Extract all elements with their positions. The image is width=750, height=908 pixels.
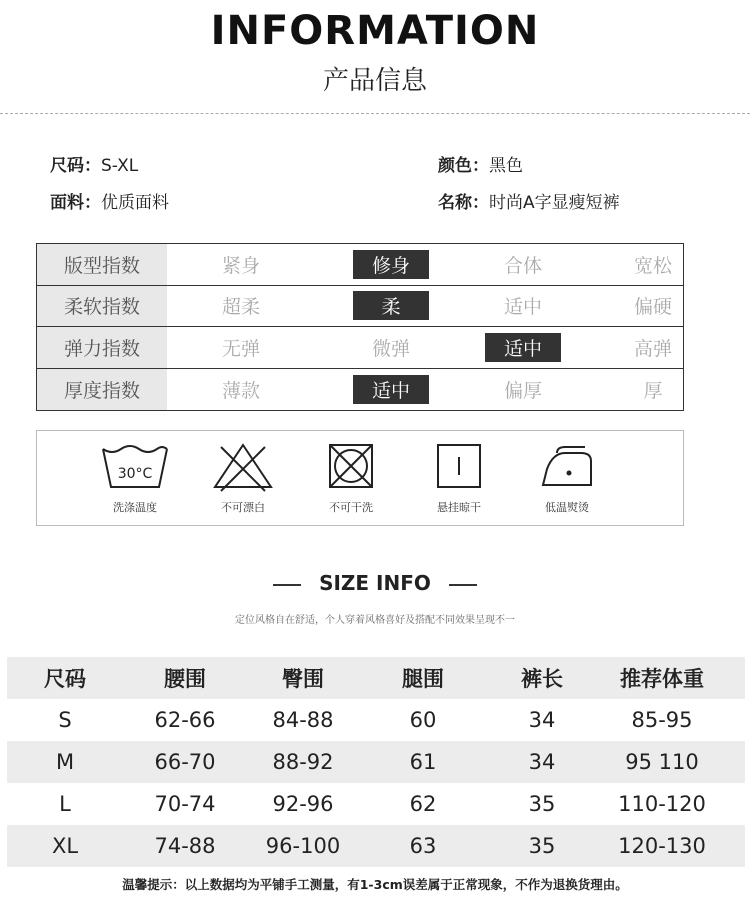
care-label: 洗涤温度 bbox=[113, 501, 157, 514]
attribute-option bbox=[331, 327, 451, 368]
size-info-heading bbox=[0, 571, 750, 595]
attribute-row bbox=[37, 244, 683, 286]
table-cell: 35 bbox=[528, 834, 556, 858]
attribute-option-selected bbox=[331, 286, 451, 327]
table-cell: 62-66 bbox=[154, 708, 216, 732]
table-cell: 85-95 bbox=[631, 708, 693, 732]
attribute-option-text: 适中 bbox=[485, 333, 561, 362]
attribute-option-text: 适中 bbox=[503, 296, 542, 319]
size-info-subheading: 定位风格自在舒适，个人穿着风格喜好及搭配不同效果呈现不一 bbox=[235, 615, 515, 626]
table-header-cell: 腰围 bbox=[164, 667, 206, 691]
table-cell: 120-130 bbox=[618, 834, 706, 858]
attribute-label: 厚度指数 bbox=[37, 369, 167, 411]
table-row bbox=[7, 741, 745, 783]
table-cell: 84-88 bbox=[272, 708, 334, 732]
attribute-option-text: 偏硬 bbox=[633, 296, 672, 319]
table-cell: 34 bbox=[528, 750, 556, 774]
attribute-option-selected bbox=[463, 327, 583, 368]
table-cell: 63 bbox=[409, 834, 437, 858]
wash-temp-text: 30°C bbox=[117, 466, 153, 482]
attribute-option bbox=[181, 286, 301, 327]
fabric-info bbox=[50, 188, 169, 213]
attribute-option-text: 厚 bbox=[643, 379, 663, 402]
name-label: 名称： bbox=[438, 193, 489, 213]
table-cell: 96-100 bbox=[265, 834, 341, 858]
table-row bbox=[7, 783, 745, 825]
no-bleach-icon bbox=[207, 439, 279, 493]
attribute-option-text: 无弹 bbox=[221, 337, 260, 360]
attribute-option-text: 柔 bbox=[353, 291, 429, 320]
attribute-option bbox=[463, 369, 583, 411]
attribute-option-text: 高弹 bbox=[633, 337, 672, 360]
color-value: 黑色 bbox=[489, 156, 523, 176]
size-heading-text: SIZE INFO bbox=[319, 571, 431, 595]
line-dry-icon bbox=[423, 439, 495, 493]
attribute-option bbox=[181, 327, 301, 368]
table-cell: 61 bbox=[409, 750, 437, 774]
attribute-option-selected bbox=[331, 369, 451, 411]
size-info bbox=[50, 151, 138, 176]
attribute-option-selected bbox=[331, 244, 451, 285]
size-label: 尺码： bbox=[50, 156, 101, 176]
fabric-label: 面料： bbox=[50, 193, 101, 213]
table-cell: 62 bbox=[409, 792, 437, 816]
attribute-option bbox=[593, 369, 713, 411]
table-cell: 92-96 bbox=[272, 792, 334, 816]
attribute-label: 柔软指数 bbox=[37, 286, 167, 327]
color-label: 颜色： bbox=[438, 156, 489, 176]
color-info bbox=[438, 151, 523, 176]
table-row bbox=[7, 825, 745, 867]
page-title: INFORMATION bbox=[210, 8, 540, 54]
attribute-option-text: 薄款 bbox=[221, 379, 260, 402]
table-cell: 35 bbox=[528, 792, 556, 816]
table-header-cell: 尺码 bbox=[44, 667, 86, 691]
table-cell: 88-92 bbox=[272, 750, 334, 774]
wash-30-icon bbox=[99, 439, 171, 493]
care-label: 不可干洗 bbox=[329, 501, 373, 514]
attribute-option-text: 适中 bbox=[353, 375, 429, 404]
attribute-option-text: 合体 bbox=[503, 254, 542, 277]
care-item-dry-clean bbox=[301, 439, 401, 515]
heading-line-left bbox=[273, 584, 301, 586]
attribute-table bbox=[36, 243, 684, 411]
table-cell: 66-70 bbox=[154, 750, 216, 774]
attribute-option-text: 宽松 bbox=[633, 254, 672, 277]
attribute-label: 弹力指数 bbox=[37, 327, 167, 368]
attribute-option-text: 微弹 bbox=[371, 337, 410, 360]
care-label: 悬挂晾干 bbox=[437, 501, 481, 514]
low-iron-icon bbox=[531, 439, 603, 493]
attribute-option bbox=[181, 244, 301, 285]
attribute-option-text: 超柔 bbox=[221, 296, 260, 319]
measurement-tip: 温馨提示：以上数据均为平铺手工测量，有1-3cm误差属于正常现象，不作为退换货理由。 bbox=[122, 877, 628, 892]
table-cell: M bbox=[55, 750, 75, 774]
care-item-wash bbox=[85, 439, 185, 515]
care-label: 低温熨烫 bbox=[545, 501, 589, 514]
care-item-iron bbox=[517, 439, 617, 515]
attribute-option bbox=[181, 369, 301, 411]
table-header-cell: 腿围 bbox=[402, 667, 444, 691]
page-subtitle: 产品信息 bbox=[322, 66, 427, 96]
attribute-label: 版型指数 bbox=[37, 244, 167, 285]
table-cell: 70-74 bbox=[154, 792, 216, 816]
name-value: 时尚A字显瘦短裤 bbox=[489, 193, 620, 213]
no-dry-clean-icon bbox=[315, 439, 387, 493]
care-instructions bbox=[36, 430, 684, 526]
heading-line-right bbox=[449, 584, 477, 586]
table-cell: 110-120 bbox=[618, 792, 706, 816]
table-header-cell: 臀围 bbox=[282, 667, 324, 691]
attribute-option-text: 紧身 bbox=[221, 254, 260, 277]
care-item-dry bbox=[409, 439, 509, 515]
attribute-row bbox=[37, 369, 683, 411]
attribute-row bbox=[37, 327, 683, 369]
attribute-option bbox=[463, 286, 583, 327]
table-cell: XL bbox=[51, 834, 79, 858]
table-cell: 34 bbox=[528, 708, 556, 732]
name-info bbox=[438, 188, 620, 213]
table-header-row bbox=[7, 657, 745, 699]
table-cell: 95 110 bbox=[625, 750, 699, 774]
attribute-row bbox=[37, 286, 683, 328]
attribute-option-text: 修身 bbox=[353, 250, 429, 279]
attribute-option bbox=[593, 286, 713, 327]
attribute-option bbox=[593, 327, 713, 368]
attribute-option bbox=[463, 244, 583, 285]
attribute-option bbox=[593, 244, 713, 285]
care-item-bleach bbox=[193, 439, 293, 515]
care-label: 不可漂白 bbox=[221, 501, 265, 514]
table-cell: 60 bbox=[409, 708, 437, 732]
table-header-cell: 裤长 bbox=[521, 667, 563, 691]
table-cell: L bbox=[59, 792, 71, 816]
table-header-cell: 推荐体重 bbox=[620, 667, 704, 691]
table-row bbox=[7, 699, 745, 741]
dashed-divider bbox=[0, 113, 750, 114]
table-cell: S bbox=[58, 708, 72, 732]
attribute-option-text: 偏厚 bbox=[503, 379, 542, 402]
table-cell: 74-88 bbox=[154, 834, 216, 858]
fabric-value: 优质面料 bbox=[101, 193, 169, 213]
size-value: S-XL bbox=[101, 156, 139, 176]
